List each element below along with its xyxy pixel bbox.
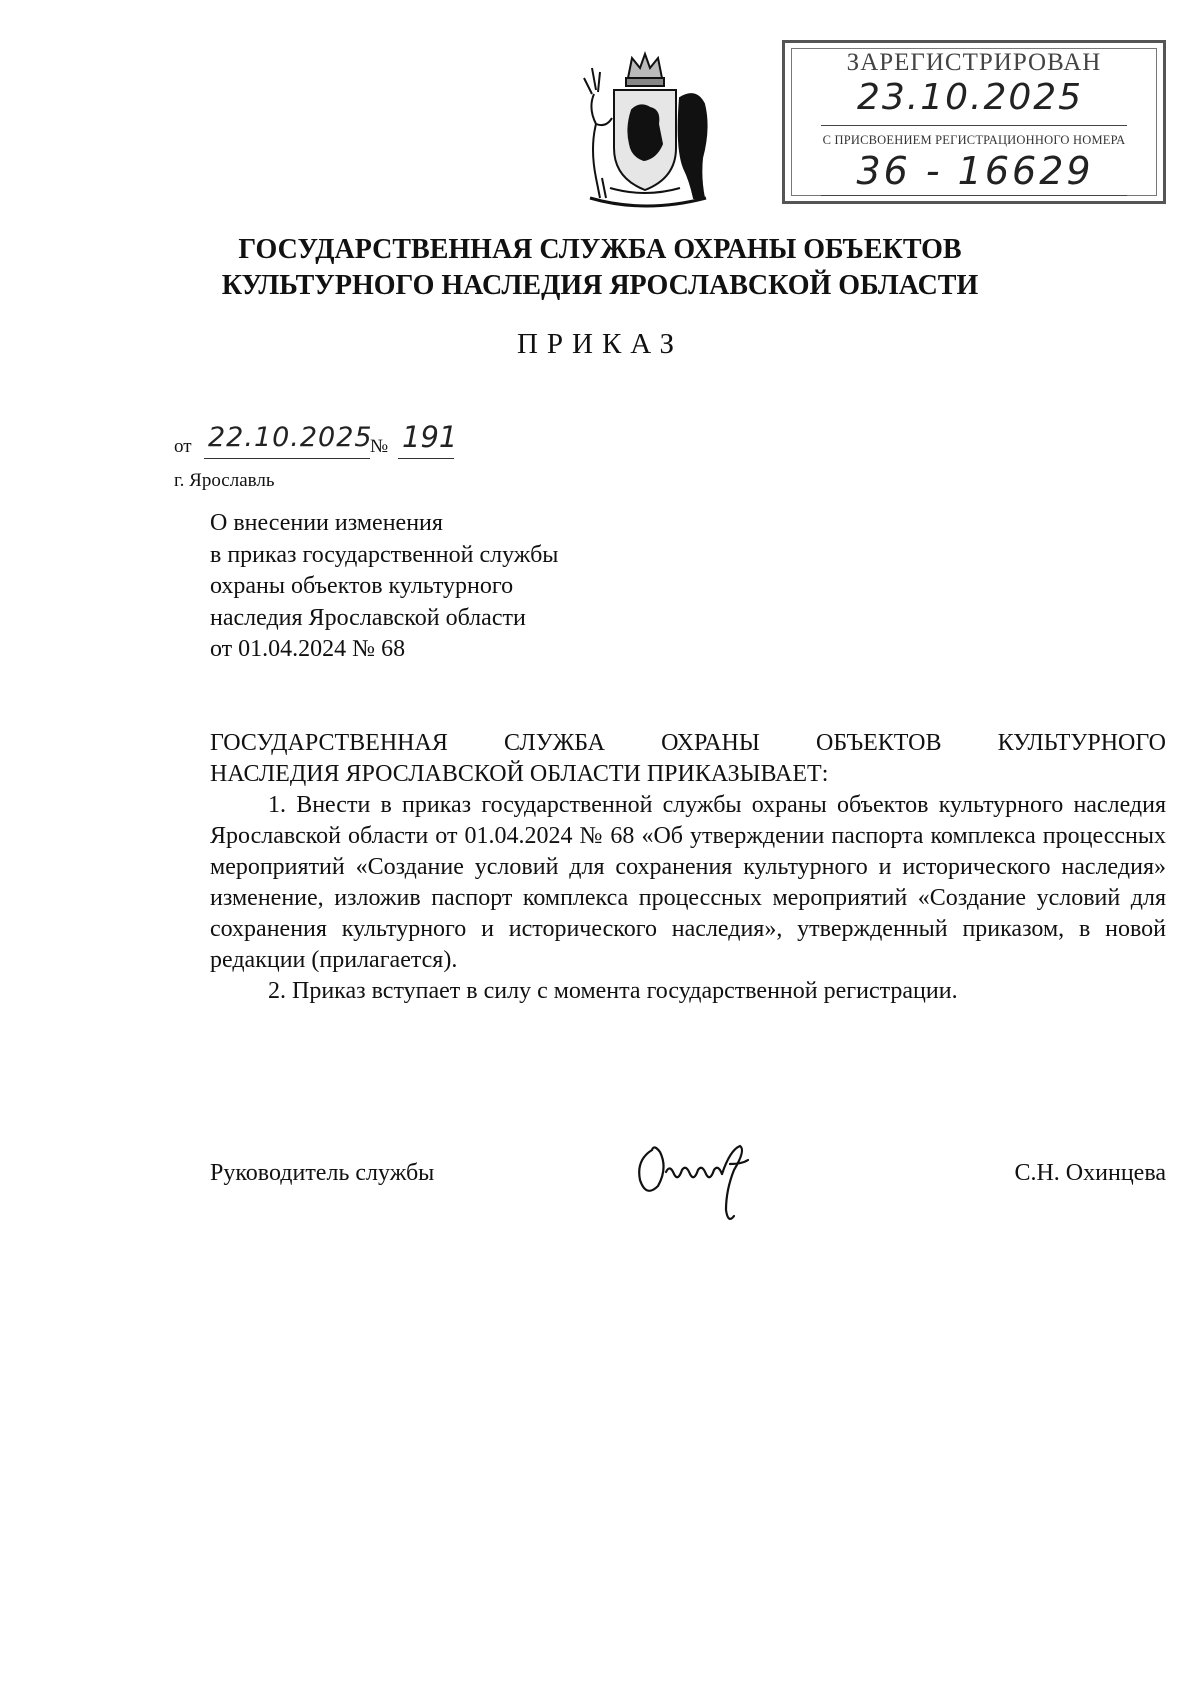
preamble-line-1: ГОСУДАРСТВЕННАЯ СЛУЖБА ОХРАНЫ ОБЪЕКТОВ КУЛЬТУРНОГО [210,730,1166,756]
signatory-name: С.Н. Охинцева [1014,1160,1166,1186]
agency-line-1: ГОСУДАРСТВЕННАЯ СЛУЖБА ОХРАНЫ ОБЪЕКТОВ [238,234,962,265]
agency-line-2: КУЛЬТУРНОГО НАСЛЕДИЯ ЯРОСЛАВСКОЙ ОБЛАСТИ [221,270,979,301]
stamp-number-rule [821,195,1127,196]
order-date-rule [204,458,370,459]
order-number: 191 [402,420,458,454]
order-from-label: от [174,436,192,457]
subject-line: в приказ государственной службы [210,541,559,568]
signatory-position: Руководитель службы [210,1160,435,1186]
subject-line: наследия Ярославской области [210,604,526,631]
coat-of-arms-icon [570,48,720,210]
order-preamble [210,728,1166,790]
order-body [210,728,1166,1007]
registration-stamp [782,40,1166,204]
preamble-line-2: НАСЛЕДИЯ ЯРОСЛАВСКОЙ ОБЛАСТИ ПРИКАЗЫВАЕТ: [210,761,829,787]
subject-line: О внесении изменения [210,510,443,536]
order-number-label: № [370,436,389,457]
stamp-caption: С ПРИСВОЕНИЕМ РЕГИСТРАЦИОННОГО НОМЕРА [822,133,1126,147]
order-item-2: 2. Приказ вступает в силу с момента государственной регистрации. [268,978,958,1004]
order-city: г. Ярославль [174,470,275,491]
handwritten-signature [630,1120,770,1230]
stamp-date-rule [821,125,1127,126]
signature-block [210,1150,1166,1210]
order-number-rule [398,458,454,459]
order-date-number [174,422,494,462]
order-item-1: 1. Внести в приказ государственной службы охраны объектов культурного наследия Ярославской области от 01.04.2024 № 68 «Об утверждении паспорта комплекса процессных мероприятий «Создание условий для сохранения культурного и исторического наследия» изменение, изложив паспорт комплекса процессных мероприятий «Создание условий для сохранения культурного и исторического наследия», утвержденный приказом, в новой редакции (прилагается). [210,792,1166,973]
order-date: 22.10.2025 [208,422,373,453]
stamp-date: 23.10.2025 [856,77,1084,118]
stamp-registration-number: 36 - 16629 [856,149,1094,193]
document-type: ПРИКАЗ [516,328,684,360]
subject-line: охраны объектов культурного [210,573,514,599]
subject-line: от 01.04.2024 № 68 [210,636,406,662]
agency-heading [140,232,1060,304]
order-subject [210,508,690,666]
stamp-title: ЗАРЕГИСТРИРОВАН [846,49,1102,76]
